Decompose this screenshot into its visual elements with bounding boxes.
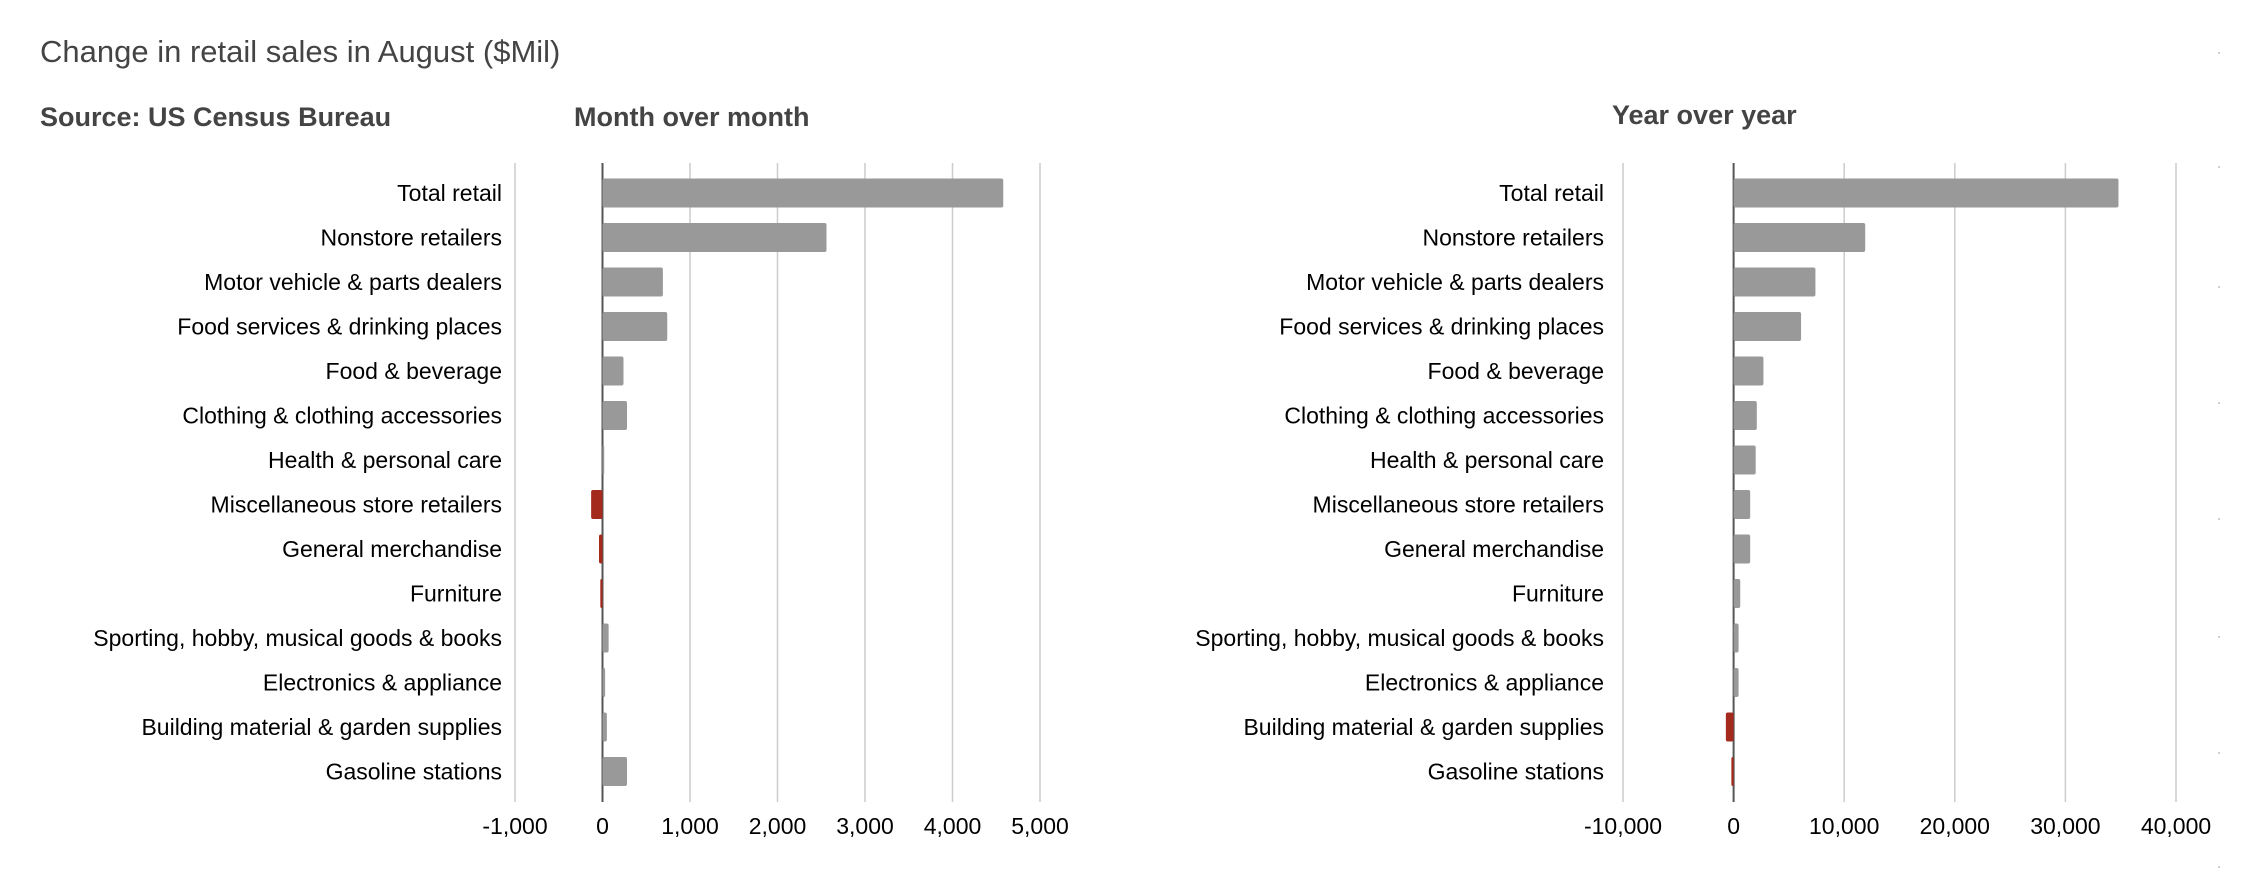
mom-category-label: Total retail [397,180,502,206]
yoy-category-label: Gasoline stations [1427,758,1604,785]
yoy-category-label: Motor vehicle & parts dealers [1306,269,1604,295]
yoy-category-label: Health & personal care [1370,447,1604,473]
yoy-tick-label: 20,000 [1919,813,1990,839]
yoy-bar [1734,668,1739,697]
mom-bar [603,357,624,386]
yoy-category-label: Miscellaneous store retailers [1312,491,1604,518]
month-over-month-title: Month over month [574,102,810,132]
mom-category-label: Food services & drinking places [177,313,502,340]
source-label: Source: US Census Bureau [40,102,392,132]
month-over-month-chart [93,163,1068,839]
mom-bar [603,223,827,252]
mom-bar [603,401,628,430]
yoy-category-label: General merchandise [1384,536,1604,562]
page-title: Change in retail sales in August ($Mil) [40,34,561,69]
yoy-category-label: Nonstore retailers [1422,224,1604,251]
mom-bar [603,757,628,786]
yoy-category-label: Food & beverage [1427,358,1604,384]
edge-marker [2218,866,2220,868]
yoy-tick-label: 40,000 [2140,813,2212,839]
yoy-bar [1734,624,1739,653]
mom-category-label: Furniture [409,580,502,607]
yoy-bar [1726,713,1734,742]
mom-category-label: Gasoline stations [325,758,502,785]
yoy-bar [1734,579,1741,608]
yoy-bar [1734,490,1751,519]
yoy-category-label: Furniture [1511,580,1604,607]
mom-category-label: Motor vehicle & parts dealers [204,269,502,295]
mom-tick-label: 5,000 [1011,813,1069,839]
mom-tick-label: -1,000 [482,813,548,839]
yoy-category-label: Building material & garden supplies [1243,714,1604,740]
mom-bar [603,179,1004,208]
mom-category-label: Sporting, hobby, musical goods & books [93,625,502,651]
yoy-bar [1734,357,1764,386]
edge-marker [2218,402,2220,404]
mom-tick-label: 3,000 [836,813,894,839]
edge-marker [2218,52,2220,54]
mom-bar [599,535,603,564]
mom-category-label: Clothing & clothing accessories [182,402,502,429]
yoy-bar [1734,179,2119,208]
edge-marker [2218,636,2220,638]
mom-bar [603,312,668,341]
mom-bar [603,713,607,742]
yoy-category-label: Total retail [1499,180,1604,206]
mom-category-label: Nonstore retailers [320,224,502,251]
mom-bar [600,579,602,608]
mom-category-label: Building material & garden supplies [141,714,502,740]
yoy-bar [1734,223,1866,252]
yoy-tick-label: 30,000 [2030,813,2101,839]
yoy-bar [1731,757,1733,786]
edge-marker [2218,166,2220,168]
mom-category-label: Health & personal care [268,447,502,473]
yoy-bar [1734,312,1801,341]
mom-bar [603,446,605,475]
yoy-tick-label: -10,000 [1583,813,1663,839]
mom-tick-label: 0 [596,813,609,839]
mom-category-label: General merchandise [282,536,502,562]
mom-bar [603,624,609,653]
mom-tick-label: 4,000 [923,813,982,839]
yoy-tick-label: 0 [1727,813,1740,839]
yoy-category-label: Electronics & appliance [1364,669,1604,696]
mom-bar [603,268,663,297]
yoy-bar [1734,535,1751,564]
edge-marker [2218,286,2220,288]
year-over-year-chart [1195,163,2211,839]
mom-bar [591,490,602,519]
yoy-bar [1734,446,1756,475]
mom-category-label: Electronics & appliance [262,669,502,696]
mom-category-label: Miscellaneous store retailers [210,491,502,518]
year-over-year-title: Year over year [1612,100,1797,130]
edge-marker [2218,518,2220,520]
mom-tick-label: 1,000 [661,813,719,839]
yoy-bar [1734,401,1757,430]
yoy-bar [1734,268,1816,297]
mom-category-label: Food & beverage [325,358,502,384]
mom-bar [603,668,606,697]
yoy-category-label: Sporting, hobby, musical goods & books [1195,625,1604,651]
yoy-category-label: Food services & drinking places [1279,313,1604,340]
yoy-tick-label: 10,000 [1809,813,1880,839]
mom-tick-label: 2,000 [748,813,807,839]
yoy-category-label: Clothing & clothing accessories [1284,402,1604,429]
edge-marker [2218,752,2220,754]
